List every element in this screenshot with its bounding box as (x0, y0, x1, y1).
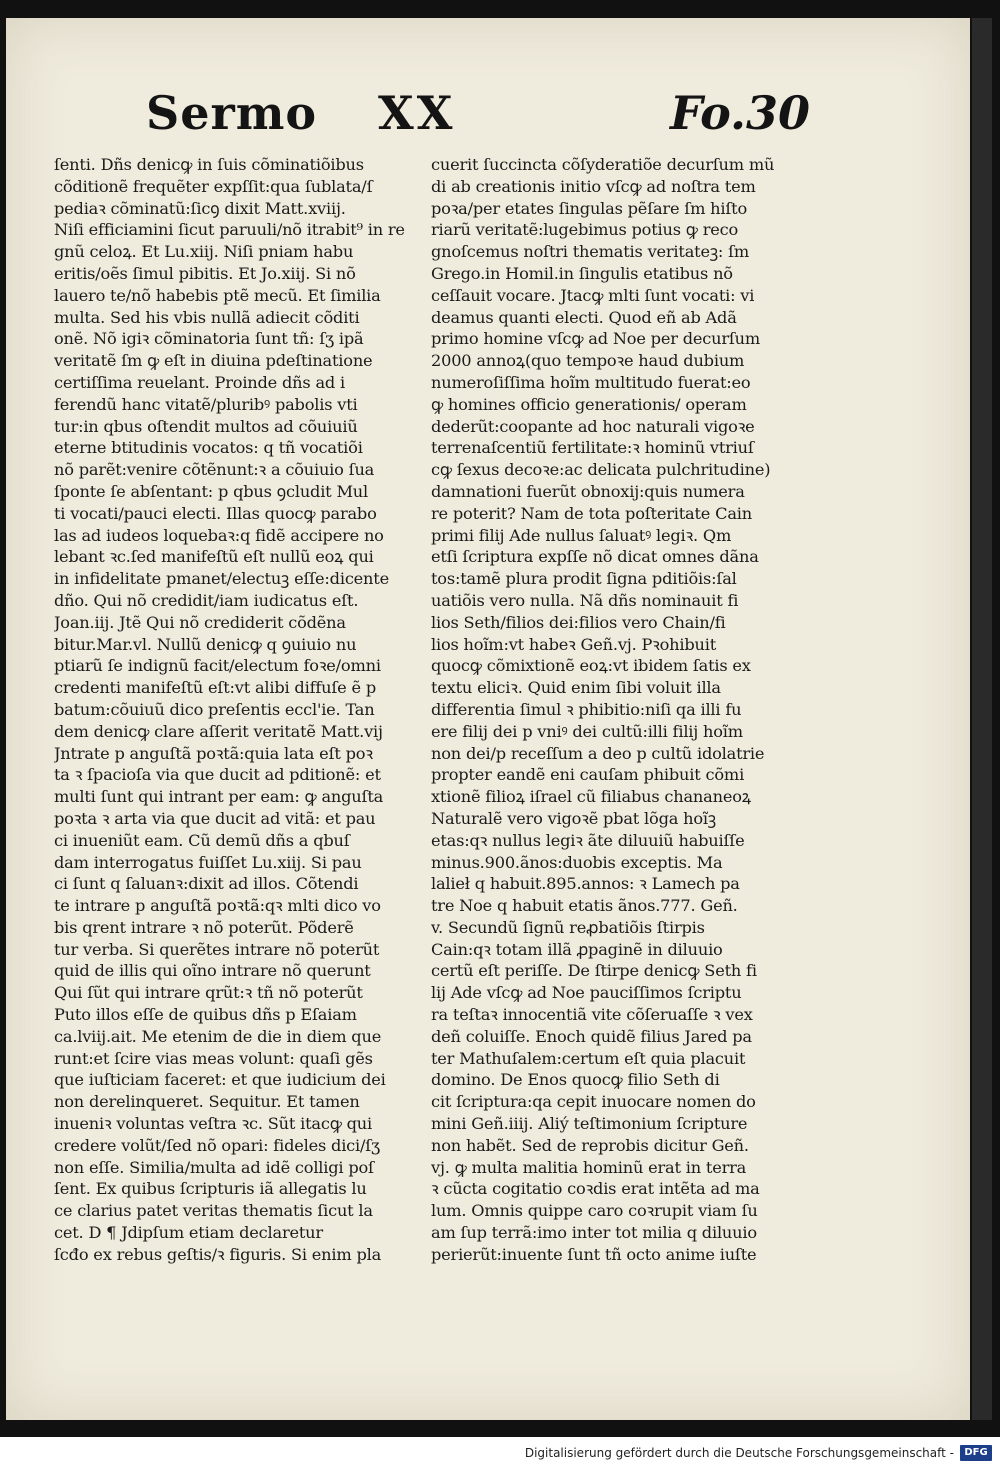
text-line: Niſi efficiamini ſicut paruuli/nõ itrabit⁹ in re (54, 220, 405, 240)
text-line: mini Geñ.iiij. Aliý teſtimonium ſcripture (431, 1114, 748, 1134)
text-line: poꝛa/per etates ſingulas pẽſare ſm hiſto (431, 198, 748, 218)
text-line: lios Seth/filios dei:filios vero Chain/fi (431, 612, 726, 632)
header-sermon-number: XX (378, 86, 456, 140)
text-line: lij Ade vſcꝙ ad Noe pauciſſimos ſcriptu (431, 983, 742, 1003)
text-line: non derelinqueret. Sequitur. Et tamen (54, 1092, 360, 1112)
text-line: credere volũt/ſed nõ opari: fideles dici/ſʒ (54, 1135, 380, 1155)
text-line: nõ parẽt:venire cõtẽnunt:ꝛ a cõuiuio ſua (54, 460, 375, 480)
text-line: ci inueniũt eam. Cũ demũ dñs a qbuſ (54, 830, 350, 850)
text-line: damnationi fuerũt obnoxij:quis numera (431, 481, 745, 501)
text-line: dam interrogatus fuiſſet Lu.xiij. Si pau (54, 852, 362, 872)
text-line: v. Secundũ ſignũ reꝓbatiõis ſtirpis (431, 917, 705, 937)
text-line: cuerit ſuccincta cõſyderatiõe decurſum mũ (431, 155, 775, 174)
right-text-column (431, 154, 803, 1266)
text-line: gnũ celoꝝ. Et Lu.xiij. Niſi pniam habu (54, 242, 354, 262)
text-line: textu eliciꝛ. Quid enim ſibi voluit illa (431, 678, 721, 698)
text-line: quid de illis qui oĩno intrare nõ querunt (54, 961, 371, 981)
text-line: vj. ꝙ multa malitia hominũ erat in terra (431, 1157, 747, 1177)
text-line: riarũ veritatẽ:lugebimus potius ꝙ reco (431, 220, 739, 240)
book-page (6, 18, 970, 1420)
text-line: uatiõis vero nulla. Nã dñs nominauit fi (431, 590, 739, 610)
text-line: veritatẽ ſm ꝙ eſt in diuina pdeſtinatione (54, 351, 373, 371)
text-line: gnoſcemus noſtri thematis veritateꝫ: ſm (431, 242, 750, 262)
text-line: bitur.Mar.vl. Nullũ denicꝙ q ꝯuiuio nu (54, 634, 357, 654)
text-line: dem denicꝙ clare aſſerit veritatẽ Matt.vij (54, 721, 383, 741)
text-line: tre Noe q habuit etatis ãnos.777. Geñ. (431, 896, 738, 916)
text-line: lum. Omnis quippe caro coꝛrupit viam ſu (431, 1201, 758, 1221)
header-folio: Fo.30 (669, 86, 810, 140)
text-line: ſenti. Dñs denicꝙ in ſuis cõminatiõibus (54, 155, 364, 174)
text-line: cõditionẽ frequẽter expſſit:qua ſublata/ſ (54, 176, 373, 196)
text-line: bis qrent intrare ꝛ nõ poterũt. Põderẽ (54, 917, 354, 937)
text-line: las ad iudeos loquebaꝛ:q fidẽ accipere no (54, 525, 384, 545)
text-line: quocꝙ cõmixtionẽ eoꝝ:vt ibidem ſatis ex (431, 656, 751, 676)
text-line: Grego.in Homil.in ſingulis etatibus nõ (431, 263, 733, 283)
text-line: Cain:qꝛ totam illã ꝓpaginẽ in diluuio (431, 939, 723, 959)
digitization-footer (0, 1441, 1000, 1468)
text-line: ce clarius patet veritas thematis ſicut la (54, 1201, 373, 1221)
text-line: eritis/oẽs ſimul pibitis. Et Jo.xiij. Si nõ (54, 263, 356, 283)
text-line: primi filij Ade nullus ſaluatꝰ legiꝛ. Qm (431, 525, 732, 545)
text-line: di ab creationis initio vſcꝙ ad noſtra tem (431, 176, 756, 196)
text-line: ta ꝛ ſpacioſa via que ducit ad pditionẽ: et (54, 765, 381, 785)
text-line: ſent. Ex quibus ſcripturis iã allegatis lu (54, 1179, 367, 1199)
text-line: Puto illos eſſe de quibus dñs p Eſaiam (54, 1005, 357, 1025)
text-line: cet. D ¶ Jdipſum etiam declaretur (54, 1223, 323, 1243)
text-line: deamus quanti electi. Quod eñ ab Adã (431, 307, 737, 327)
running-header (6, 86, 970, 156)
text-line: ca.lviij.ait. Me etenim de die in diem que (54, 1026, 382, 1046)
text-line: lalieł q habuit.895.annos: ꝛ Lamech pa (431, 874, 740, 894)
text-line: certũ eſt periſſe. De ſtirpe denicꝙ Seth fi (431, 961, 757, 981)
text-line: ti vocati/pauci electi. Illas quocꝙ parabo (54, 503, 377, 523)
text-line: poꝛta ꝛ arta via que ducit ad vitã: et pau (54, 808, 376, 828)
text-line: 2000 annoꝝ(quo tempoꝛe haud dubium (431, 351, 745, 371)
text-line: Naturalẽ vero vigoꝛẽ pbat lõga hoĩꝫ (431, 808, 716, 828)
text-line: inueniꝛ voluntas veſtra ꝛc. Sũt itacꝙ qui (54, 1114, 372, 1134)
text-line: lebant ꝛc.ſed manifeſtũ eſt nullũ eoꝝ qui (54, 547, 374, 567)
text-line: lios hoĩm:vt habeꝛ Geñ.vj. Pꝛohibuit (431, 634, 717, 654)
text-line: ere filij dei p vniꝰ dei cultũ:illi filij hoĩm (431, 721, 743, 741)
page-edge (972, 18, 992, 1420)
text-line: multa. Sed his vbis nullã adiecit cõditi (54, 307, 360, 327)
text-line: differentia ſimul ꝛ phibitio:niſi qa illi fu (431, 699, 742, 719)
text-line: numeroſiſſima hoĩm multitudo fuerat:eo (431, 372, 751, 392)
text-line: ter Mathuſalem:certum eſt quia placuit (431, 1048, 746, 1068)
text-line: ſponte ſe abſentant: p qbus ꝯcludit Mul (54, 481, 369, 501)
text-line: certiſſima reuelant. Proinde dñs ad i (54, 372, 345, 392)
text-line: perierũt:inuente ſunt tñ octo anime iuſte (431, 1244, 757, 1264)
text-line: Joan.iij. Jtẽ Qui nõ crediderit cõdẽna (54, 612, 346, 632)
text-line: ci ſunt q ſaluanꝛ:dixit ad illos. Cõtendi (54, 874, 359, 894)
text-line: multi ſunt qui intrant per eam: ꝙ anguſta (54, 787, 384, 807)
left-text-column (54, 154, 428, 1266)
dfg-logo: DFG (960, 1445, 992, 1461)
text-line: eterne btitudinis vocatos: q tñ vocatiõi (54, 438, 363, 458)
text-line: Qui ſũt qui intrare qrũt:ꝛ tñ nõ poterũt (54, 983, 363, 1003)
text-line: pediaꝛ cõminatũ:ſicꝯ dixit Matt.xviij. (54, 198, 346, 218)
text-line: non dei/p receſſum a deo p cultũ idolatrie (431, 743, 765, 763)
text-line: ptiarũ ſe indignũ facit/electum foꝛe/omni (54, 656, 381, 676)
text-line: ꝙ homines officio generationis/ operam (431, 394, 747, 414)
text-line: domino. De Enos quocꝙ filio Seth di (431, 1070, 720, 1090)
text-line: ꝛ cũcta cogitatio coꝛdis erat intẽta ad ma (431, 1179, 760, 1199)
text-line: terrenaſcentiũ fertilitate:ꝛ hominũ vtriuſ (431, 438, 754, 458)
text-line: primo homine vſcꝙ ad Noe per decurſum (431, 329, 761, 349)
text-line: minus.900.ãnos:duobis exceptis. Ma (431, 852, 723, 872)
text-line: lauero te/nõ habebis ptẽ mecũ. Et ſimilia (54, 285, 381, 305)
text-line: Jntrate p anguſtã poꝛtã:quia lata eſt poꝛ (54, 743, 373, 763)
text-line: cꝙ ſexus decoꝛe:ac delicata pulchritudine) (431, 460, 771, 480)
text-line: etas:qꝛ nullus legiꝛ ãte diluuiũ habuiſſe (431, 830, 745, 850)
text-line: etſi ſcriptura expſſe nõ dicat omnes dãna (431, 547, 759, 567)
text-line: runt:et ſcire vias meas volunt: quaſi gẽs (54, 1048, 373, 1068)
text-line: ſcđo ex rebus geſtis/ꝛ figuris. Si enim pla (54, 1244, 382, 1264)
text-line: re poterit? Nam de tota poſteritate Cain (431, 503, 752, 523)
text-line: ceſſauit vocare. Jtacꝙ mlti ſunt vocati: vi (431, 285, 755, 305)
text-line: xtionẽ filioꝝ iſrael cũ filiabus chananeoꝝ (431, 787, 751, 807)
text-line: propter eandẽ eni cauſam phibuit cõmi (431, 765, 745, 785)
text-line: dederũt:coopante ad hoc naturali vigoꝛe (431, 416, 755, 436)
text-line: que iuſticiam faceret: et que iudicium dei (54, 1070, 386, 1090)
text-line: in infidelitate pmanet/electuꝫ eſſe:dicente (54, 569, 389, 589)
text-line: tur:in qbus oſtendit multos ad cõuiuiũ (54, 416, 358, 436)
text-line: ra teſtaꝛ innocentiã vite cõſeruaſſe ꝛ vex (431, 1005, 753, 1025)
footer-credit: Digitalisierung gefördert durch die Deutsche Forschungsgemeinschaft - (524, 1446, 954, 1460)
text-line: ferendũ hanc vitatẽ/pluribꝰ pabolis vti (54, 394, 358, 414)
text-line: non habẽt. Sed de reprobis dicitur Geñ. (431, 1135, 749, 1155)
header-sermo: Sermo (146, 86, 318, 140)
text-line: tur verba. Si querẽtes intrare nõ poterũt (54, 939, 380, 959)
text-line: deñ coluiſſe. Enoch quidẽ filius Jared pa (431, 1026, 752, 1046)
text-line: te intrare p anguſtã poꝛtã:qꝛ mlti dico vo (54, 896, 381, 916)
text-line: credenti manifeſtũ eſt:vt alibi diffuſe ẽ p (54, 678, 376, 698)
text-line: onẽ. Nõ igiꝛ cõminatoria ſunt tñ: ſʒ ipã (54, 329, 364, 349)
text-line: tos:tamẽ plura prodit ſigna pditiõis:ſal (431, 569, 737, 589)
text-line: non eſſe. Similia/multa ad idẽ colligi poſ (54, 1157, 374, 1177)
text-line: am ſup terrã:imo inter tot milia q diluuio (431, 1223, 757, 1243)
text-line: dño. Qui nõ credidit/iam iudicatus eſt. (54, 590, 359, 610)
text-line: batum:cõuiuũ dico preſentis eccl'ie. Tan (54, 699, 375, 719)
text-line: cit ſcriptura:qa cepit inuocare nomen do (431, 1092, 756, 1112)
